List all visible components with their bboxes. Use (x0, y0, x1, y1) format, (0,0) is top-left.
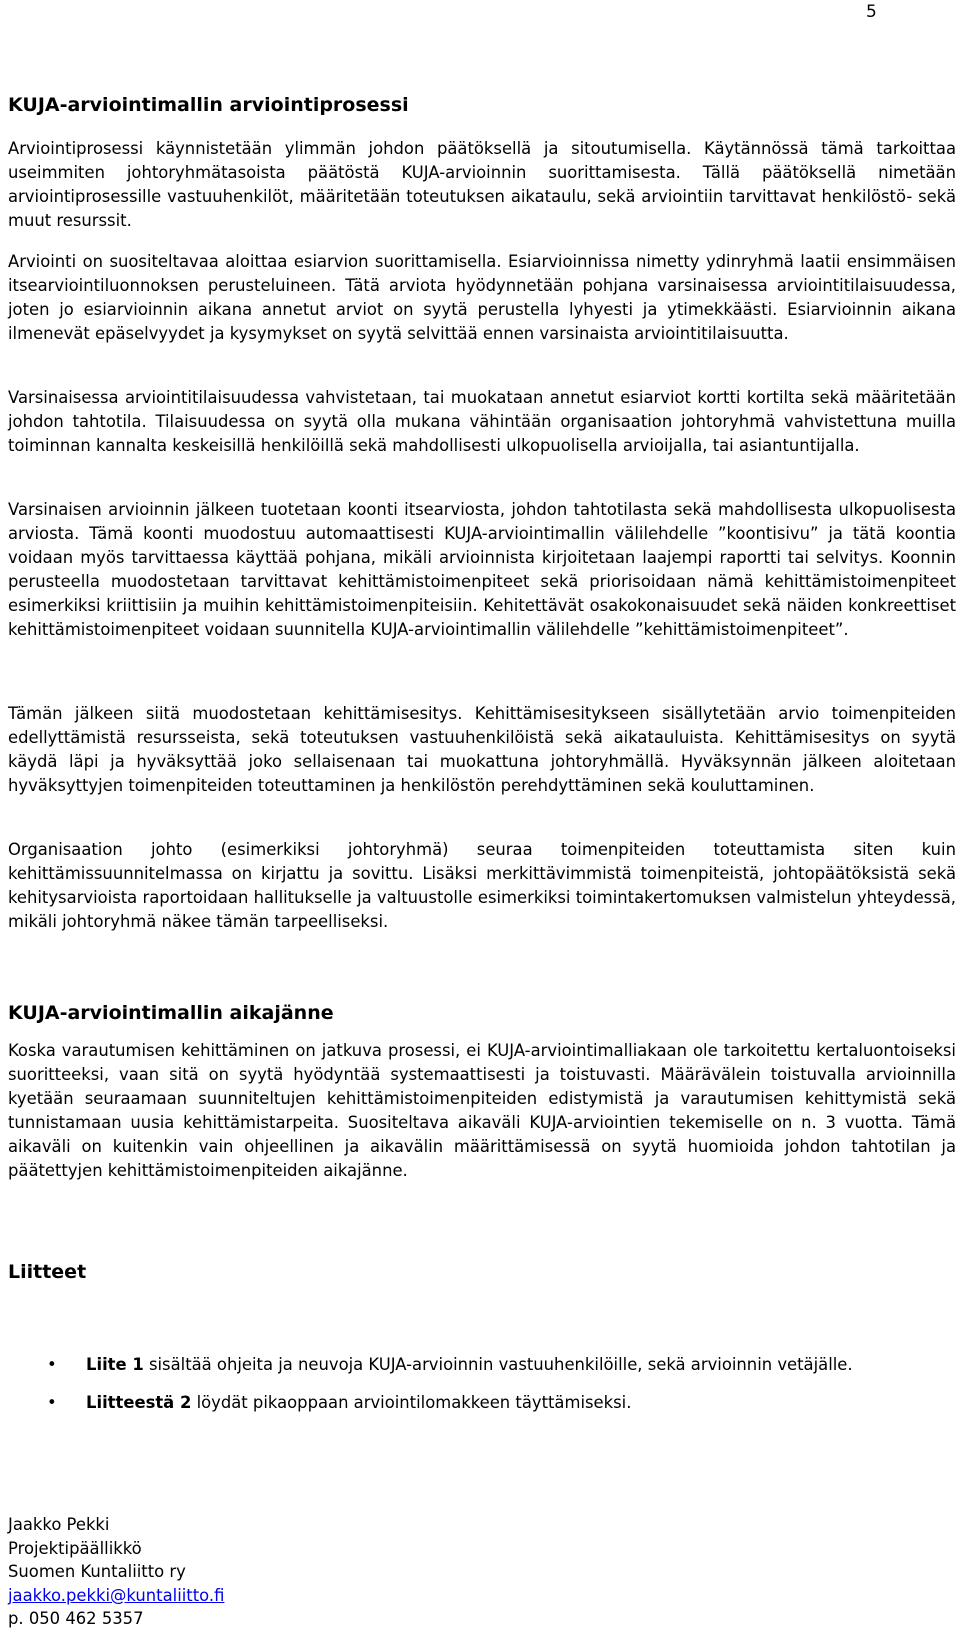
attachment-description: sisältää ohjeita ja neuvoja KUJA-arvioinnin vastuuhenkilöille, sekä arvioinnin vetäjälle. (143, 1355, 853, 1374)
signature-organization: Suomen Kuntaliitto ry (8, 1562, 186, 1581)
signature-title: Projektipäällikkö (8, 1538, 142, 1558)
paragraph: Varsinaisessa arviointitilaisuudessa vahvistetaan, tai muokataan annetut esiarviot kortti kortilta sekä määritetään johdon tahtotila. Tilaisuudessa on syytä olla mukana vähintään organisaation johtoryhmä vahvistettuna muilla toiminnan kannalta keskeisillä henkilöillä sekä mahdollisesti ulkopuolisella arvioijalla, tai asiantuntijalla. (8, 388, 956, 455)
attachment-list (0, 1353, 960, 1415)
attachment-name: Liitteestä 2 (86, 1393, 192, 1412)
list-item (0, 1353, 952, 1377)
attachment-name: Liite 1 (86, 1355, 144, 1374)
list-item (0, 1391, 952, 1415)
section-heading-aikajanne: KUJA-arviointimallin aikajänne (8, 1002, 334, 1024)
section-heading-liitteet: Liitteet (8, 1261, 87, 1283)
paragraph: Koska varautumisen kehittäminen on jatkuva prosessi, ei KUJA-arviointimalliakaan ole tarkoitettu kertaluontoiseksi suoritteeksi, vaan sitä on syytä hyödyntää systemaattisesti ja toistuvasti. Määrävälein toistuvalla arvioinnilla kyetään seuraamaan suunniteltujen kehittämistoimenpiteiden edistymistä ja varautumisen kehittymistä sekä tunnistamaan uusia kehittämistarpeita. Suositeltava aikaväli KUJA-arviointien tekemiselle on n. 3 vuotta. Tämä aikaväli on kuitenkin vain ohjeellinen ja aikavälin määrittämisessä on syytä huomioida johdon tahtotilan ja päätettyjen kehittämistoimenpiteiden aikajänne. (8, 1041, 956, 1180)
section-heading-arviointiprosessi: KUJA-arviointimallin arviointiprosessi (8, 94, 409, 116)
paragraph: Organisaation johto (esimerkiksi johtoryhmä) seuraa toimenpiteiden toteuttamista siten kuin kehittämissuunnitelmassa on kirjattu ja sovittu. Lisäksi merkittävimmistä toimenpiteistä, johtopäätöksistä sekä kehitysarvioista raportoidaan hallitukselle ja valtuustolle esimerkiksi toimintakertomuksen valmistelun yhteydessä, mikäli johtoryhmä näkee tämän tarpeelliseksi. (8, 840, 956, 931)
signature-phone: p. 050 462 5357 (8, 1609, 144, 1628)
page-number: 5 (866, 2, 877, 22)
attachment-description: löydät pikaoppaan arviointilomakkeen täyttämiseksi. (191, 1393, 632, 1412)
paragraph: Tämän jälkeen siitä muodostetaan kehittämisesitys. Kehittämisesitykseen sisällytetään arvio toimenpiteiden edellyttämistä resursseista, sekä toteutuksen vastuuhenkilöistä sekä aikatauluista. Kehittämisesitys on syytä käydä läpi ja hyväksyttää joko sellaisenaan tai muokattuna johtoryhmällä. Hyväksynnän jälkeen aloitetaan hyväksyttyjen toimenpiteiden toteuttaminen ja henkilöstön perehdyttäminen sekä kouluttaminen. (8, 704, 956, 795)
paragraph: Varsinaisen arvioinnin jälkeen tuotetaan koonti itsearviosta, johdon tahtotilasta sekä mahdollisesta ulkopuolisesta arviosta. Tämä koonti muodostuu automaattisesti KUJA-arviointimallin välilehdelle ”koontisivu” ja tätä koontia voidaan myös tarvittaessa käyttää pohjana, mikäli arvioinnista kirjoitetaan laajempi raportti tai selvitys. Koonnin perusteella muodostetaan tarvittavat kehittämistoimenpiteet sekä priorisoidaan nämä kehittämistoimenpiteet esimerkiksi kriittisiin ja muihin kehittämistoimenpiteisiin. Kehitettävät osakokonaisuudet sekä näiden konkreettiset kehittämistoimenpiteet voidaan suunnitella KUJA-arviointimallin välilehdelle ”kehittämistoimenpiteet”. (8, 500, 956, 639)
signature-block (8, 1513, 224, 1631)
signature-name: Jaakko Pekki (8, 1515, 110, 1534)
paragraph: Arviointiprosessi käynnistetään ylimmän johdon päätöksellä ja sitoutumisella. Käytännössä tämä tarkoittaa useimmiten johtoryhmätasoista päätöstä KUJA-arvioinnin suorittamisesta. Tällä päätöksellä nimetään arviointiprosessille vastuuhenkilöt, määritetään toteutuksen aikataulu, sekä arviointiin tarvittavat henkilöstö- sekä muut resurssit. (8, 139, 956, 230)
email-link[interactable]: jaakko.pekki@kuntaliitto.fi (8, 1585, 225, 1605)
bullet-icon: • (47, 1355, 57, 1374)
bullet-icon: • (47, 1393, 57, 1412)
paragraph: Arviointi on suositeltavaa aloittaa esiarvion suorittamisella. Esiarvioinnissa nimetty ydinryhmä laatii ensimmäisen itsearviointiluonnoksen perusteluineen. Tätä arviota hyödynnetään pohjana varsinaisessa arviointitilaisuudessa, joten jo esiarvioinnin aikana annetut arviot on syytä perustella lyhyesti ja ytimekkäästi. Esiarvioinnin aikana ilmenevät epäselvyydet ja kysymykset on syytä selvittää ennen varsinaista arviointitilaisuutta. (8, 252, 956, 343)
